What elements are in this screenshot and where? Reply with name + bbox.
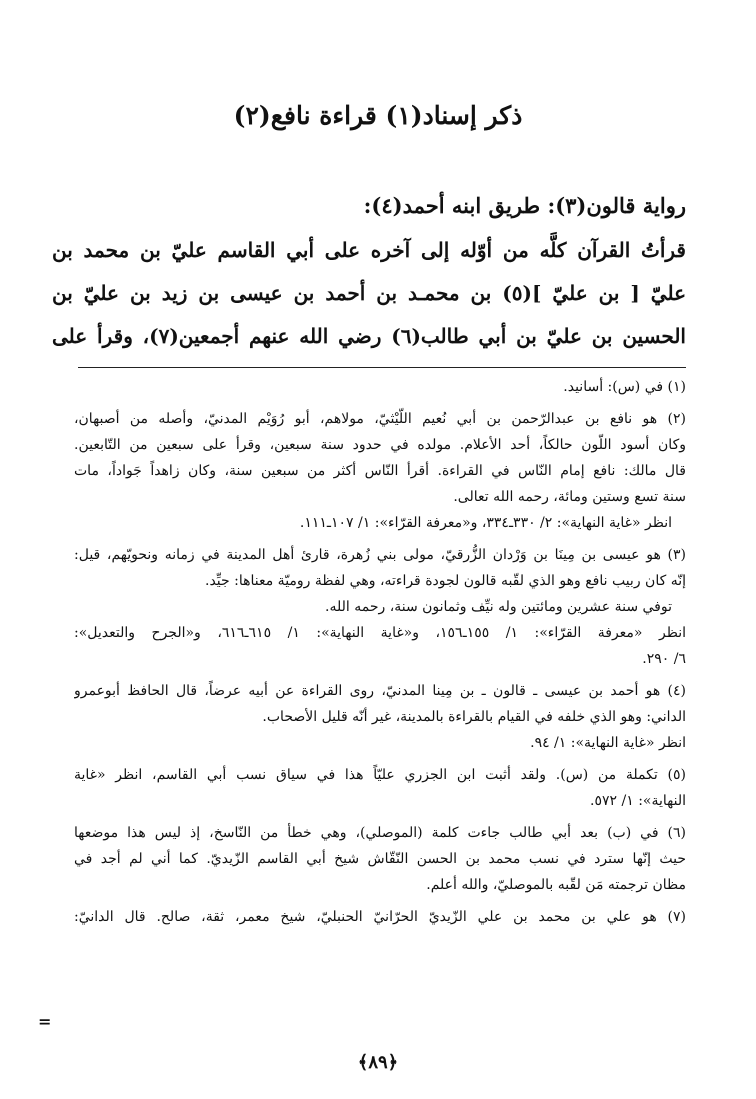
- footnote-line: سنة تسع وستين ومائة، رحمه الله تعالى.: [453, 489, 686, 505]
- footnote-reference: انظر «غاية النهاية»: ٢/ ٣٣٠ـ٣٣٤، و«معرفة القرّاء»: ١/ ١٠٧ـ١١١.: [299, 515, 672, 531]
- footnote-line: الداني: وهو الذي خلفه في القيام بالقراءة بالمدينة، غير أنّه قليل الأصحاب.: [262, 709, 686, 725]
- footnote-3: [74, 542, 686, 672]
- footnote-2: [74, 406, 686, 536]
- footnote-reference: ٦/ ٢٩٠.: [642, 651, 686, 667]
- footnote-line: (٧) هو علي بن محمد بن علي الزّيديّ الحرّانيّ الحنبليّ، شيخ معمر، ثقة، صالح. قال الدانيّ:: [74, 909, 686, 925]
- main-text-line: قرأتُ القرآن كلَّه من أوّله إلى آخره على أبي القاسم عليّ بن محمد بن: [52, 238, 686, 262]
- footnote-separator: [78, 367, 686, 368]
- footnote-7: [74, 904, 686, 930]
- footnote-line: إنّه كان ربيب نافع وهو الذي لقّبه قالون لجودة قراءته، وهي لفظة روميّة معناها: جيِّد.: [205, 573, 686, 589]
- page-number: ﴿٨٩﴾: [357, 1052, 399, 1073]
- main-text-line: الحسين بن عليّ بن أبي طالب(٦) رضي الله عنهم أجمعين(٧)، وقرأ على: [52, 324, 686, 348]
- footnote-line: (١) في (س): أسانيد.: [563, 379, 686, 395]
- footnote-line: (٤) هو أحمد بن عيسى ـ قالون ـ بن مِينا المدنيّ، روى القراءة عن أبيه عرضاً، قال الحافظ أبوعمرو: [74, 683, 686, 699]
- footnote-line: توفي سنة عشرين ومائتين وله نيِّف وثمانون سنة، رحمه الله.: [325, 599, 672, 615]
- main-text: [52, 229, 686, 358]
- footnote-line: (٦) في (ب) بعد أبي طالب جاءت كلمة (الموصلي)، وهي خطأ من النّاسخ، إذ ليس هذا موضعها: [74, 825, 686, 841]
- footnote-1: [74, 374, 686, 400]
- footnotes: [74, 374, 686, 936]
- footnote-6: [74, 820, 686, 898]
- continuation-mark: =: [38, 1012, 52, 1031]
- footnote-reference: انظر «غاية النهاية»: ١/ ٩٤.: [530, 735, 686, 751]
- footnote-4: [74, 678, 686, 756]
- footnote-line: (٣) هو عيسى بن مِينَا بن وَرْدان الزُّرقيّ، مولى بني زُهرة، قارئ أهل المدينة في زمانه ونحويّهم، قيل:: [74, 547, 686, 563]
- footnote-5: [74, 762, 686, 814]
- narration-subheading: رواية قالون(٣): طريق ابنه أحمد(٤):: [363, 193, 686, 218]
- footnote-line: (٥) تكملة من (س). ولقد أثبت ابن الجزري عليّاً هذا في سياق نسب أبي القاسم، انظر «غاية: [74, 767, 686, 783]
- main-text-line: عليّ [ بن عليّ ](٥) بن محمـد بن أحمد بن عيسى بن زيد بن عليّ بن: [52, 281, 686, 305]
- footnote-line: وكان أسود اللّون حالكاً، أحد الأعلام. مولده في حدود سنة سبعين، وقرأ على سبعين من التّابعين.: [74, 437, 686, 453]
- footnote-reference: انظر «معرفة القرّاء»: ١/ ١٥٥ـ١٥٦، و«غاية النهاية»: ١/ ٦١٥ـ٦١٦، و«الجرح والتعديل»:: [74, 625, 686, 641]
- page-title: ذكر إسناد(١) قراءة نافع(٢): [233, 101, 523, 130]
- footnote-line: مظان ترجمته مَن لقّبه بالموصليّ، والله أعلم.: [426, 877, 686, 893]
- footnote-line: (٢) هو نافع بن عبدالرّحمن بن أبي نُعيم اللّيْثيّ، مولاهم، أبو رُوَيْم المدنيّ، وأصله من أصبهان،: [74, 411, 686, 427]
- footnote-line: النهاية»: ١/ ٥٧٢.: [590, 793, 686, 809]
- footnote-line: قال مالك: نافع إمام النّاس في القراءة. أقرأ النّاس أكثر من سبعين سنة، وكان زاهداً جَواداً، مات: [74, 463, 686, 479]
- footnote-line: حيث إنّها سترد في نسب محمد بن الحسن النّقّاش شيخ أبي القاسم الزّيديّ. كما أني لم أجد في: [74, 851, 686, 867]
